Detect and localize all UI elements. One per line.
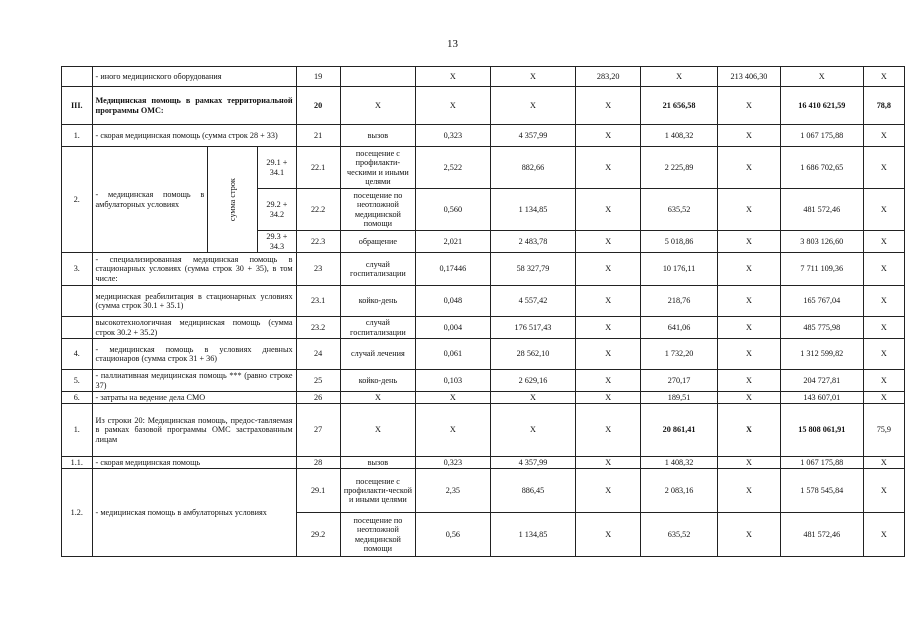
unit-cell: обращение xyxy=(340,231,416,253)
per-capita-budget-cell: X xyxy=(576,392,641,404)
total-budget-cell: X xyxy=(718,286,781,317)
line-code: 22.1 xyxy=(296,147,340,189)
unit-cell xyxy=(340,67,416,87)
row-description: - иного медицинского оборудования xyxy=(92,67,296,87)
norm-cell: 0,004 xyxy=(416,317,490,339)
unit-cell: посещение по неотложной медицинской помощи xyxy=(340,189,416,231)
unit-cell: случай госпитализации xyxy=(340,253,416,286)
per-capita-budget-cell: X xyxy=(576,339,641,370)
per-capita-omc-cell: 218,76 xyxy=(640,286,717,317)
percent-cell: X xyxy=(863,370,904,392)
total-omc-cell: 485 775,98 xyxy=(780,317,863,339)
line-code: 22.3 xyxy=(296,231,340,253)
row-description: высокотехнологичная медицинская помощь (сумма строк 30.2 + 35.2) xyxy=(92,317,296,339)
total-budget-cell: 213 406,30 xyxy=(718,67,781,87)
row-number xyxy=(62,317,93,339)
row-description: - специализированная медицинская помощь в стационарных условиях (сумма строк 30 + 35), в том числе: xyxy=(92,253,296,286)
table-row xyxy=(62,67,905,87)
table-row xyxy=(62,87,905,125)
per-capita-budget-cell: X xyxy=(576,253,641,286)
per-capita-omc-cell: 1 732,20 xyxy=(640,339,717,370)
total-omc-cell: 1 312 599,82 xyxy=(780,339,863,370)
norm-cell: 0,103 xyxy=(416,370,490,392)
row-description: - паллиативная медицинская помощь *** (равно строке 37) xyxy=(92,370,296,392)
total-budget-cell: X xyxy=(718,317,781,339)
percent-cell: X xyxy=(863,469,904,513)
unit-cell: посещение с профилакти-ческими и иными целями xyxy=(340,147,416,189)
per-capita-omc-cell: 635,52 xyxy=(640,189,717,231)
line-code: 29.2 xyxy=(296,513,340,557)
per-capita-budget-cell: X xyxy=(576,87,641,125)
per-capita-omc-cell: 10 176,11 xyxy=(640,253,717,286)
percent-cell: X xyxy=(863,147,904,189)
per-capita-budget-cell: X xyxy=(576,147,641,189)
total-omc-cell: 1 067 175,88 xyxy=(780,457,863,469)
per-capita-omc-cell: 270,17 xyxy=(640,370,717,392)
sum-rows-cell: 29.2 + 34.2 xyxy=(258,189,296,231)
row-description: - медицинская помощь в амбулаторных условиях xyxy=(92,147,208,253)
row-number xyxy=(62,286,93,317)
cost-cell: 4 557,42 xyxy=(490,286,576,317)
line-code: 20 xyxy=(296,87,340,125)
page-number: 13 xyxy=(447,38,458,50)
table-row xyxy=(62,286,905,317)
total-omc-cell: 15 808 061,91 xyxy=(780,404,863,457)
per-capita-omc-cell: 641,06 xyxy=(640,317,717,339)
per-capita-budget-cell: X xyxy=(576,513,641,557)
cost-cell: X xyxy=(490,87,576,125)
row-description: - затраты на ведение дела СМО xyxy=(92,392,296,404)
norm-cell: 0,048 xyxy=(416,286,490,317)
per-capita-budget-cell: 283,20 xyxy=(576,67,641,87)
line-code: 21 xyxy=(296,125,340,147)
row-description: Медицинская помощь в рамках территориальной программы ОМС: xyxy=(92,87,296,125)
table-row xyxy=(62,317,905,339)
row-description: Из строки 20: Медицинская помощь, предос-тавляемая в рамках базовой программы ОМС застрахованным лицам xyxy=(92,404,296,457)
line-code: 24 xyxy=(296,339,340,370)
total-omc-cell: 1 067 175,88 xyxy=(780,125,863,147)
line-code: 23.2 xyxy=(296,317,340,339)
total-omc-cell: 165 767,04 xyxy=(780,286,863,317)
unit-cell: посещение по неотложной медицинской помощи xyxy=(340,513,416,557)
row-description: - скорая медицинская помощь xyxy=(92,457,296,469)
row-number: 1. xyxy=(62,404,93,457)
unit-cell: X xyxy=(340,392,416,404)
percent-cell: X xyxy=(863,317,904,339)
percent-cell: X xyxy=(863,513,904,557)
total-budget-cell: X xyxy=(718,231,781,253)
table-row xyxy=(62,370,905,392)
table-row xyxy=(62,253,905,286)
unit-cell: койко-день xyxy=(340,370,416,392)
per-capita-budget-cell: X xyxy=(576,125,641,147)
per-capita-omc-cell: X xyxy=(640,67,717,87)
unit-cell: случай госпитализации xyxy=(340,317,416,339)
cost-cell: 1 134,85 xyxy=(490,189,576,231)
table-row xyxy=(62,392,905,404)
percent-cell: X xyxy=(863,339,904,370)
cost-cell: 4 357,99 xyxy=(490,125,576,147)
row-description: - скорая медицинская помощь (сумма строк 28 + 33) xyxy=(92,125,296,147)
per-capita-budget-cell: X xyxy=(576,370,641,392)
per-capita-omc-cell: 5 018,86 xyxy=(640,231,717,253)
line-code: 23.1 xyxy=(296,286,340,317)
total-budget-cell: X xyxy=(718,513,781,557)
line-code: 28 xyxy=(296,457,340,469)
omc-funding-table xyxy=(61,66,905,557)
percent-cell: 75,9 xyxy=(863,404,904,457)
row-number: III. xyxy=(62,87,93,125)
per-capita-omc-cell: 20 861,41 xyxy=(640,404,717,457)
cost-cell: 28 562,10 xyxy=(490,339,576,370)
total-omc-cell: 481 572,46 xyxy=(780,189,863,231)
norm-cell: X xyxy=(416,87,490,125)
table-row xyxy=(62,339,905,370)
percent-cell: 78,8 xyxy=(863,87,904,125)
line-code: 29.1 xyxy=(296,469,340,513)
percent-cell: X xyxy=(863,286,904,317)
row-description: - медицинская помощь в условиях дневных стационаров (сумма строк 31 + 36) xyxy=(92,339,296,370)
norm-cell: X xyxy=(416,392,490,404)
per-capita-omc-cell: 1 408,32 xyxy=(640,125,717,147)
unit-cell: X xyxy=(340,404,416,457)
total-budget-cell: X xyxy=(718,87,781,125)
norm-cell: 0,560 xyxy=(416,189,490,231)
total-budget-cell: X xyxy=(718,370,781,392)
per-capita-omc-cell: 1 408,32 xyxy=(640,457,717,469)
sum-label: сумма строк xyxy=(228,178,238,221)
per-capita-budget-cell: X xyxy=(576,286,641,317)
row-number: 3. xyxy=(62,253,93,286)
row-description: медицинская реабилитация в стационарных условиях (сумма строк 30.1 + 35.1) xyxy=(92,286,296,317)
percent-cell: X xyxy=(863,189,904,231)
unit-cell: посещение с профилакти-ческой и иными целями xyxy=(340,469,416,513)
total-budget-cell: X xyxy=(718,125,781,147)
total-omc-cell: 204 727,81 xyxy=(780,370,863,392)
line-code: 19 xyxy=(296,67,340,87)
unit-cell: койко-день xyxy=(340,286,416,317)
total-omc-cell: 1 686 702,65 xyxy=(780,147,863,189)
table-row xyxy=(62,404,905,457)
total-omc-cell: 481 572,46 xyxy=(780,513,863,557)
norm-cell: 0,323 xyxy=(416,457,490,469)
per-capita-budget-cell: X xyxy=(576,469,641,513)
norm-cell: 0,56 xyxy=(416,513,490,557)
total-omc-cell: 3 803 126,60 xyxy=(780,231,863,253)
table-row xyxy=(62,147,905,189)
per-capita-omc-cell: 2 083,16 xyxy=(640,469,717,513)
percent-cell: X xyxy=(863,392,904,404)
line-code: 27 xyxy=(296,404,340,457)
row-description: - медицинская помощь в амбулаторных условиях xyxy=(92,469,296,557)
norm-cell: 2,021 xyxy=(416,231,490,253)
total-budget-cell: X xyxy=(718,392,781,404)
sum-rows-cell: 29.1 + 34.1 xyxy=(258,147,296,189)
norm-cell: 0,323 xyxy=(416,125,490,147)
cost-cell: 58 327,79 xyxy=(490,253,576,286)
cost-cell: X xyxy=(490,392,576,404)
unit-cell: вызов xyxy=(340,125,416,147)
per-capita-budget-cell: X xyxy=(576,317,641,339)
unit-cell: X xyxy=(340,87,416,125)
norm-cell: 2,35 xyxy=(416,469,490,513)
line-code: 23 xyxy=(296,253,340,286)
sum-label-cell xyxy=(208,147,258,253)
norm-cell: X xyxy=(416,67,490,87)
percent-cell: X xyxy=(863,253,904,286)
per-capita-omc-cell: 189,51 xyxy=(640,392,717,404)
total-budget-cell: X xyxy=(718,404,781,457)
per-capita-omc-cell: 21 656,58 xyxy=(640,87,717,125)
line-code: 25 xyxy=(296,370,340,392)
cost-cell: 882,66 xyxy=(490,147,576,189)
table-row xyxy=(62,457,905,469)
total-budget-cell: X xyxy=(718,457,781,469)
line-code: 22.2 xyxy=(296,189,340,231)
row-number: 1.1. xyxy=(62,457,93,469)
line-code: 26 xyxy=(296,392,340,404)
total-budget-cell: X xyxy=(718,253,781,286)
total-budget-cell: X xyxy=(718,189,781,231)
total-budget-cell: X xyxy=(718,339,781,370)
percent-cell: X xyxy=(863,125,904,147)
table-row xyxy=(62,469,905,513)
norm-cell: 0,061 xyxy=(416,339,490,370)
unit-cell: вызов xyxy=(340,457,416,469)
cost-cell: X xyxy=(490,404,576,457)
percent-cell: X xyxy=(863,231,904,253)
per-capita-omc-cell: 635,52 xyxy=(640,513,717,557)
per-capita-omc-cell: 2 225,89 xyxy=(640,147,717,189)
cost-cell: 176 517,43 xyxy=(490,317,576,339)
norm-cell: 0,17446 xyxy=(416,253,490,286)
per-capita-budget-cell: X xyxy=(576,189,641,231)
row-number: 6. xyxy=(62,392,93,404)
norm-cell: X xyxy=(416,404,490,457)
total-omc-cell: 1 578 545,84 xyxy=(780,469,863,513)
cost-cell: X xyxy=(490,67,576,87)
total-omc-cell: 7 711 109,36 xyxy=(780,253,863,286)
cost-cell: 1 134,85 xyxy=(490,513,576,557)
total-budget-cell: X xyxy=(718,147,781,189)
per-capita-budget-cell: X xyxy=(576,457,641,469)
total-omc-cell: 143 607,01 xyxy=(780,392,863,404)
per-capita-budget-cell: X xyxy=(576,404,641,457)
cost-cell: 2 483,78 xyxy=(490,231,576,253)
sum-rows-cell: 29.3 + 34.3 xyxy=(258,231,296,253)
total-omc-cell: 16 410 621,59 xyxy=(780,87,863,125)
total-omc-cell: X xyxy=(780,67,863,87)
table-row xyxy=(62,125,905,147)
percent-cell: X xyxy=(863,457,904,469)
row-number: 4. xyxy=(62,339,93,370)
percent-cell: X xyxy=(863,67,904,87)
per-capita-budget-cell: X xyxy=(576,231,641,253)
row-number: 5. xyxy=(62,370,93,392)
cost-cell: 4 357,99 xyxy=(490,457,576,469)
cost-cell: 2 629,16 xyxy=(490,370,576,392)
total-budget-cell: X xyxy=(718,469,781,513)
row-number xyxy=(62,67,93,87)
row-number: 1.2. xyxy=(62,469,93,557)
cost-cell: 886,45 xyxy=(490,469,576,513)
norm-cell: 2,522 xyxy=(416,147,490,189)
row-number: 2. xyxy=(62,147,93,253)
unit-cell: случай лечения xyxy=(340,339,416,370)
row-number: 1. xyxy=(62,125,93,147)
